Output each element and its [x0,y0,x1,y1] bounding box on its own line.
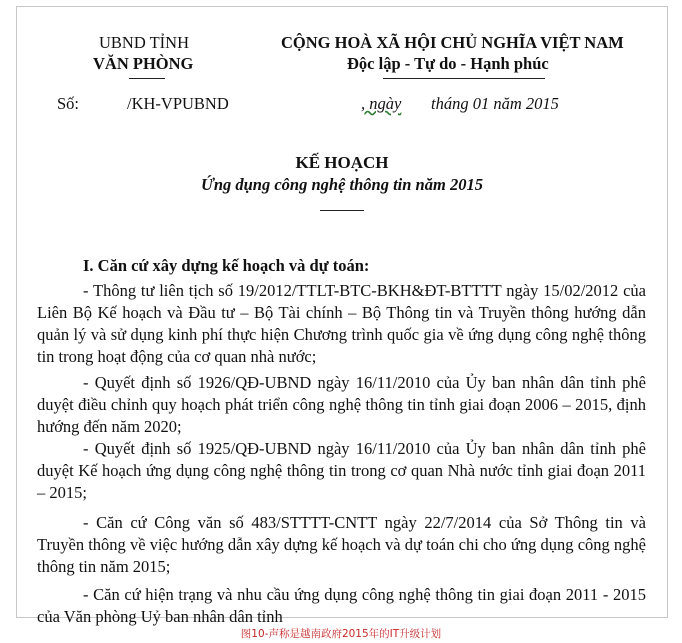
paragraph: - Thông tư liên tịch số 19/2012/TTLT-BTC-BKH&ĐT-BTTTT ngày 15/02/2012 của Liên Bộ Kế hoạch và Đầu tư – Bộ Tài chính – Bộ Thông tin và Truyền thông hướng dẫn quản lý và sử dụng kinh phí thực hiện Chương trình quốc gia về ứng dụng công nghệ thông tin trong hoạt động của cơ quan nhà nước; [37,281,646,366]
paragraph: - Căn cứ Công văn số 483/STTTT-CNTT ngày 22/7/2014 của Sở Thông tin và Truyền thông về việc hướng dẫn xây dựng kế hoạch và dự toán chi cho ứng dụng công nghệ thông tin năm 2015; [37,513,646,576]
section-heading: I. Căn cứ xây dựng kế hoạch và dự toán: [83,256,370,275]
paragraph: - Quyết định số 1925/QĐ-UBND ngày 16/11/2010 của Ủy ban nhân dân tỉnh phê duyệt Kế hoạch ứng dụng công nghệ thông tin trong cơ quan Nhà nước tỉnh giai đoạn 2011 – 2015; [37,439,646,502]
paragraph: - Quyết định số 1926/QĐ-UBND ngày 16/11/2010 của Ủy ban nhân dân tỉnh phê duyệt điều chỉnh quy hoạch phát triển công nghệ thông tin tỉnh giai đoạn 2006 – 2015, định hướng đến năm 2020; [37,373,646,436]
paragraph: - Căn cứ hiện trạng và nhu cầu ứng dụng công nghệ thông tin giai đoạn 2011 - 2015 của Văn phòng Uỷ ban nhân dân tỉnh [37,585,646,626]
issue-date: tháng 01 năm 2015 [431,94,559,113]
org-name-line2: VĂN PHÒNG [93,54,194,73]
place-date: , ngày [361,94,402,113]
figure-caption: 图10-声称是越南政府2015年的IT升级计划 [240,628,442,640]
title-underline [320,210,364,211]
document-title: KẾ HOẠCH [295,153,389,172]
org-name-line1: UBND TỈNH [99,33,189,52]
national-motto: Độc lập - Tự do - Hạnh phúc [347,54,549,73]
doc-number-label: Số: [57,94,80,113]
doc-number-value: /KH-VPUBND [127,94,229,113]
document-subtitle: Ứng dụng công nghệ thông tin năm 2015 [201,175,483,194]
document-page [16,6,668,626]
national-title: CỘNG HOÀ XÃ HỘI CHỦ NGHĨA VIỆT NAM [281,33,624,52]
org-underline [129,78,165,79]
motto-underline [383,78,545,79]
